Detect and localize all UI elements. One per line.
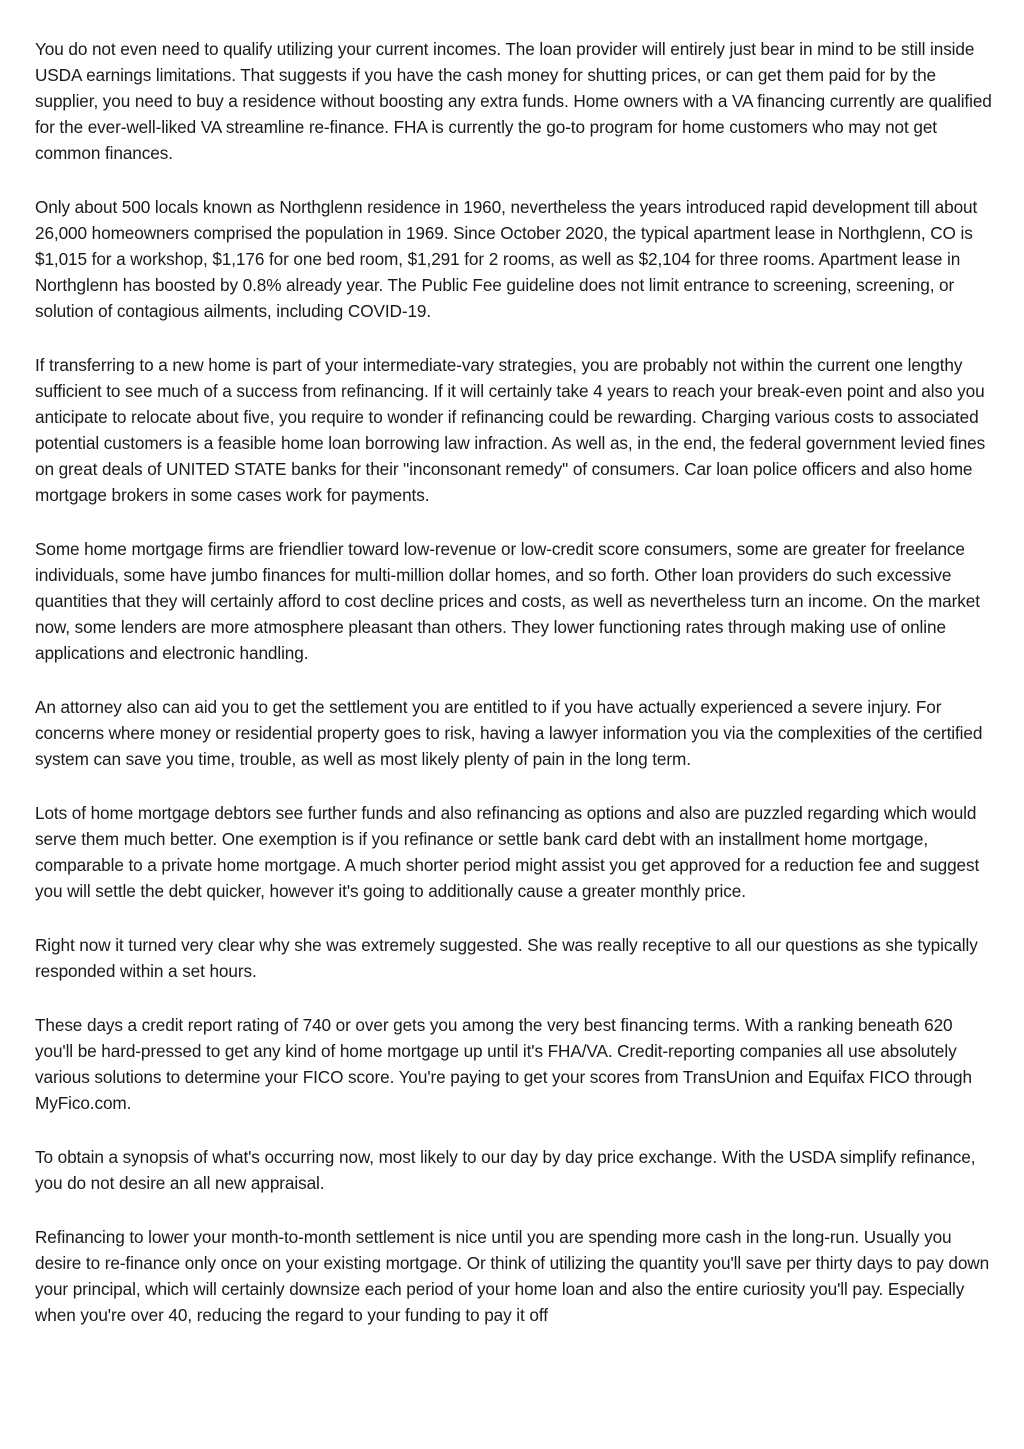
paragraph-debt-refinancing: Lots of home mortgage debtors see further funds and also refinancing as options and also are puzzled regarding which would serve them much better. One exemption is if you refinance or settle bank card debt with an installment home mortgage, comparable to a private home mortgage. A much shorter period might assist you get approved for a reduction fee and suggest you will settle the debt quicker, however it's going to additionally cause a greater monthly price.	[35, 803, 980, 901]
paragraph-attorney: An attorney also can aid you to get the settlement you are entitled to if you have actually experienced a severe injury. For concerns where money or residential property goes to risk, having a lawyer information you via the complexities of the certified system can save you time, trouble, as well as most likely plenty of pain in the long term.	[35, 697, 983, 769]
paragraph-usda-qualification: You do not even need to qualify utilizing your current incomes. The loan provider will entirely just bear in mind to be still inside USDA earnings limitations. That suggests if you have the cash money for shutting prices, or can get them paid for by the supplier, you need to buy a residence without boosting any extra funds. Home owners with a VA financing currently are qualified for the ever-well-liked VA streamline re-finance. FHA is currently the go-to program for home customers who may not get common finances.	[35, 39, 992, 163]
paragraph-northglenn-rent: Only about 500 locals known as Northglenn residence in 1960, nevertheless the years introduced rapid development till about 26,000 homeowners comprised the population in 1969. Since October 2020, the typical apartment lease in Northglenn, CO is $1,015 for a workshop, $1,176 for one bed room, $1,291 for 2 rooms, as well as $2,104 for three rooms. Apartment lease in Northglenn has boosted by 0.8% already year. The Public Fee guideline does not limit entrance to screening, screening, or solution of contagious ailments, including COVID-19.	[35, 197, 978, 321]
paragraph-credit-score: These days a credit report rating of 740 or over gets you among the very best financing terms. With a ranking beneath 620 you'll be hard-pressed to get any kind of home mortgage up until it's FHA/VA. Credit-reporting companies all use absolutely various solutions to determine your FICO score. You're paying to get your scores from TransUnion and Equifax FICO through MyFico.com.	[35, 1015, 972, 1113]
paragraph-lower-payment: Refinancing to lower your month-to-month settlement is nice until you are spending more cash in the long-run. Usually you desire to re-finance only once on your existing mortgage. Or think of utilizing the quantity you'll save per thirty days to pay down your principal, which will certainly downsize each period of your home loan and also the entire curiosity you'll pay. Especially when you're over 40, reducing the regard to your funding to pay it off	[35, 1227, 990, 1325]
document-page	[35, 36, 995, 1356]
paragraph-receptive-agent: Right now it turned very clear why she was extremely suggested. She was really receptive to all our questions as she typically responded within a set hours.	[35, 935, 978, 981]
paragraph-price-exchange: To obtain a synopsis of what's occurring now, most likely to our day by day price exchange. With the USDA simplify refinance, you do not desire an all new appraisal.	[35, 1147, 976, 1193]
paragraph-mortgage-firms: Some home mortgage firms are friendlier toward low-revenue or low-credit score consumers, some are greater for freelance individuals, some have jumbo finances for multi-million dollar homes, and so forth. Other loan providers do such excessive quantities that they will certainly afford to cost decline prices and costs, as well as nevertheless turn an income. On the market now, some lenders are more atmosphere pleasant than others. They lower functioning rates through making use of online applications and electronic handling.	[35, 539, 980, 663]
paragraph-refinance-break-even: If transferring to a new home is part of your intermediate-vary strategies, you are probably not within the current one lengthy sufficient to see much of a success from refinancing. If it will certainly take 4 years to reach your break-even point and also you anticipate to relocate about five, you require to wonder if refinancing could be rewarding. Charging various costs to associated potential customers is a feasible home loan borrowing law infraction. As well as, in the end, the federal government levied fines on great deals of UNITED STATE banks for their "inconsonant remedy" of consumers. Car loan police officers and also home mortgage brokers in some cases work for payments.	[35, 355, 986, 505]
